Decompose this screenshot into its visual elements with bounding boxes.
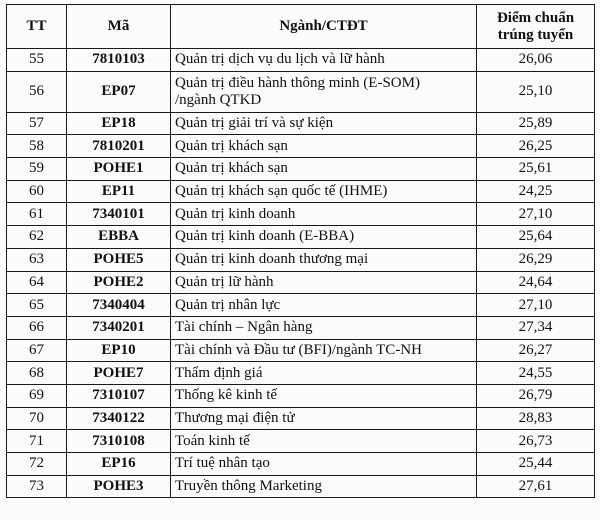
table-row (7, 271, 595, 294)
row-major: Quản trị nhân lực (171, 294, 477, 317)
row-major: Quản trị khách sạn quốc tế (IHME) (171, 180, 477, 203)
row-score: 25,61 (477, 158, 595, 181)
row-major: Quản trị kinh doanh (E-BBA) (171, 226, 477, 249)
table-row (7, 49, 595, 72)
table-row (7, 316, 595, 339)
table-row (7, 248, 595, 271)
row-number: 58 (7, 135, 67, 158)
header-score (477, 5, 595, 49)
row-score: 27,61 (477, 475, 595, 498)
header-score-line2: trúng tuyển (497, 26, 574, 43)
row-code: 7340404 (67, 294, 171, 317)
header-score-line1: Điểm chuẩn (496, 10, 575, 26)
row-code: 7310107 (67, 384, 171, 407)
row-score: 27,10 (477, 203, 595, 226)
table-row (7, 226, 595, 249)
row-major: Thương mại điện tử (171, 407, 477, 430)
row-score: 26,29 (477, 248, 595, 271)
row-number: 63 (7, 248, 67, 271)
table-row (7, 339, 595, 362)
row-number: 66 (7, 316, 67, 339)
row-code: EP18 (67, 112, 171, 135)
row-major: Thẩm định giá (171, 362, 477, 385)
row-major: Quản trị kinh doanh (171, 203, 477, 226)
row-code: 7340101 (67, 203, 171, 226)
row-score: 24,55 (477, 362, 595, 385)
row-number: 72 (7, 453, 67, 476)
row-code: POHE1 (67, 158, 171, 181)
row-score: 25,10 (477, 71, 595, 112)
table-row (7, 430, 595, 453)
header-row (7, 5, 595, 49)
table-row (7, 135, 595, 158)
row-score: 26,73 (477, 430, 595, 453)
row-major: Quản trị dịch vụ du lịch và lữ hành (171, 49, 477, 72)
row-code: POHE5 (67, 248, 171, 271)
row-code: POHE3 (67, 475, 171, 498)
row-code: 7810103 (67, 49, 171, 72)
row-code: EP07 (67, 71, 171, 112)
row-score: 27,34 (477, 316, 595, 339)
row-major: Quản trị khách sạn (171, 135, 477, 158)
table-row (7, 475, 595, 498)
row-number: 57 (7, 112, 67, 135)
row-number: 60 (7, 180, 67, 203)
table-row (7, 71, 595, 112)
table-row (7, 203, 595, 226)
row-code: 7310108 (67, 430, 171, 453)
admission-scores-table (6, 4, 595, 498)
row-number: 73 (7, 475, 67, 498)
row-code: EP16 (67, 453, 171, 476)
row-code: 7340122 (67, 407, 171, 430)
row-number: 68 (7, 362, 67, 385)
row-number: 69 (7, 384, 67, 407)
table-row (7, 294, 595, 317)
row-code: EBBA (67, 226, 171, 249)
row-major: Tài chính – Ngân hàng (171, 316, 477, 339)
row-major: Quản trị khách sạn (171, 158, 477, 181)
row-score: 25,44 (477, 453, 595, 476)
row-score: 26,79 (477, 384, 595, 407)
row-number: 62 (7, 226, 67, 249)
row-major: Toán kinh tế (171, 430, 477, 453)
row-number: 55 (7, 49, 67, 72)
row-score: 28,83 (477, 407, 595, 430)
row-number: 59 (7, 158, 67, 181)
table-row (7, 453, 595, 476)
table-row (7, 180, 595, 203)
row-number: 56 (7, 71, 67, 112)
table-row (7, 384, 595, 407)
row-major: Trí tuệ nhân tạo (171, 453, 477, 476)
table-row (7, 362, 595, 385)
row-score: 25,64 (477, 226, 595, 249)
row-major (171, 71, 477, 112)
header-tt: TT (7, 5, 67, 49)
row-code: 7340201 (67, 316, 171, 339)
row-number: 71 (7, 430, 67, 453)
row-major: Quản trị giải trí và sự kiện (171, 112, 477, 135)
row-major-line1: Quản trị điều hành thông minh (E-SOM) (175, 75, 420, 92)
row-major: Tài chính và Đầu tư (BFI)/ngành TC-NH (171, 339, 477, 362)
row-major: Truyền thông Marketing (171, 475, 477, 498)
table-row (7, 407, 595, 430)
table-body (7, 49, 595, 498)
row-score: 26,06 (477, 49, 595, 72)
row-score: 26,25 (477, 135, 595, 158)
row-score: 27,10 (477, 294, 595, 317)
row-score: 24,25 (477, 180, 595, 203)
header-major: Ngành/CTĐT (171, 5, 477, 49)
row-number: 70 (7, 407, 67, 430)
table-header (7, 5, 595, 49)
row-major: Quản trị lữ hành (171, 271, 477, 294)
table-row (7, 112, 595, 135)
header-code: Mã (67, 5, 171, 49)
row-major: Thống kê kinh tế (171, 384, 477, 407)
row-number: 67 (7, 339, 67, 362)
row-code: POHE2 (67, 271, 171, 294)
row-number: 61 (7, 203, 67, 226)
row-score: 24,64 (477, 271, 595, 294)
row-number: 64 (7, 271, 67, 294)
row-score: 26,27 (477, 339, 595, 362)
row-code: 7810201 (67, 135, 171, 158)
row-code: POHE7 (67, 362, 171, 385)
row-score: 25,89 (477, 112, 595, 135)
table-row (7, 158, 595, 181)
row-number: 65 (7, 294, 67, 317)
row-code: EP10 (67, 339, 171, 362)
row-major: Quản trị kinh doanh thương mại (171, 248, 477, 271)
row-code: EP11 (67, 180, 171, 203)
row-major-line2: /ngành QTKD (175, 91, 262, 108)
